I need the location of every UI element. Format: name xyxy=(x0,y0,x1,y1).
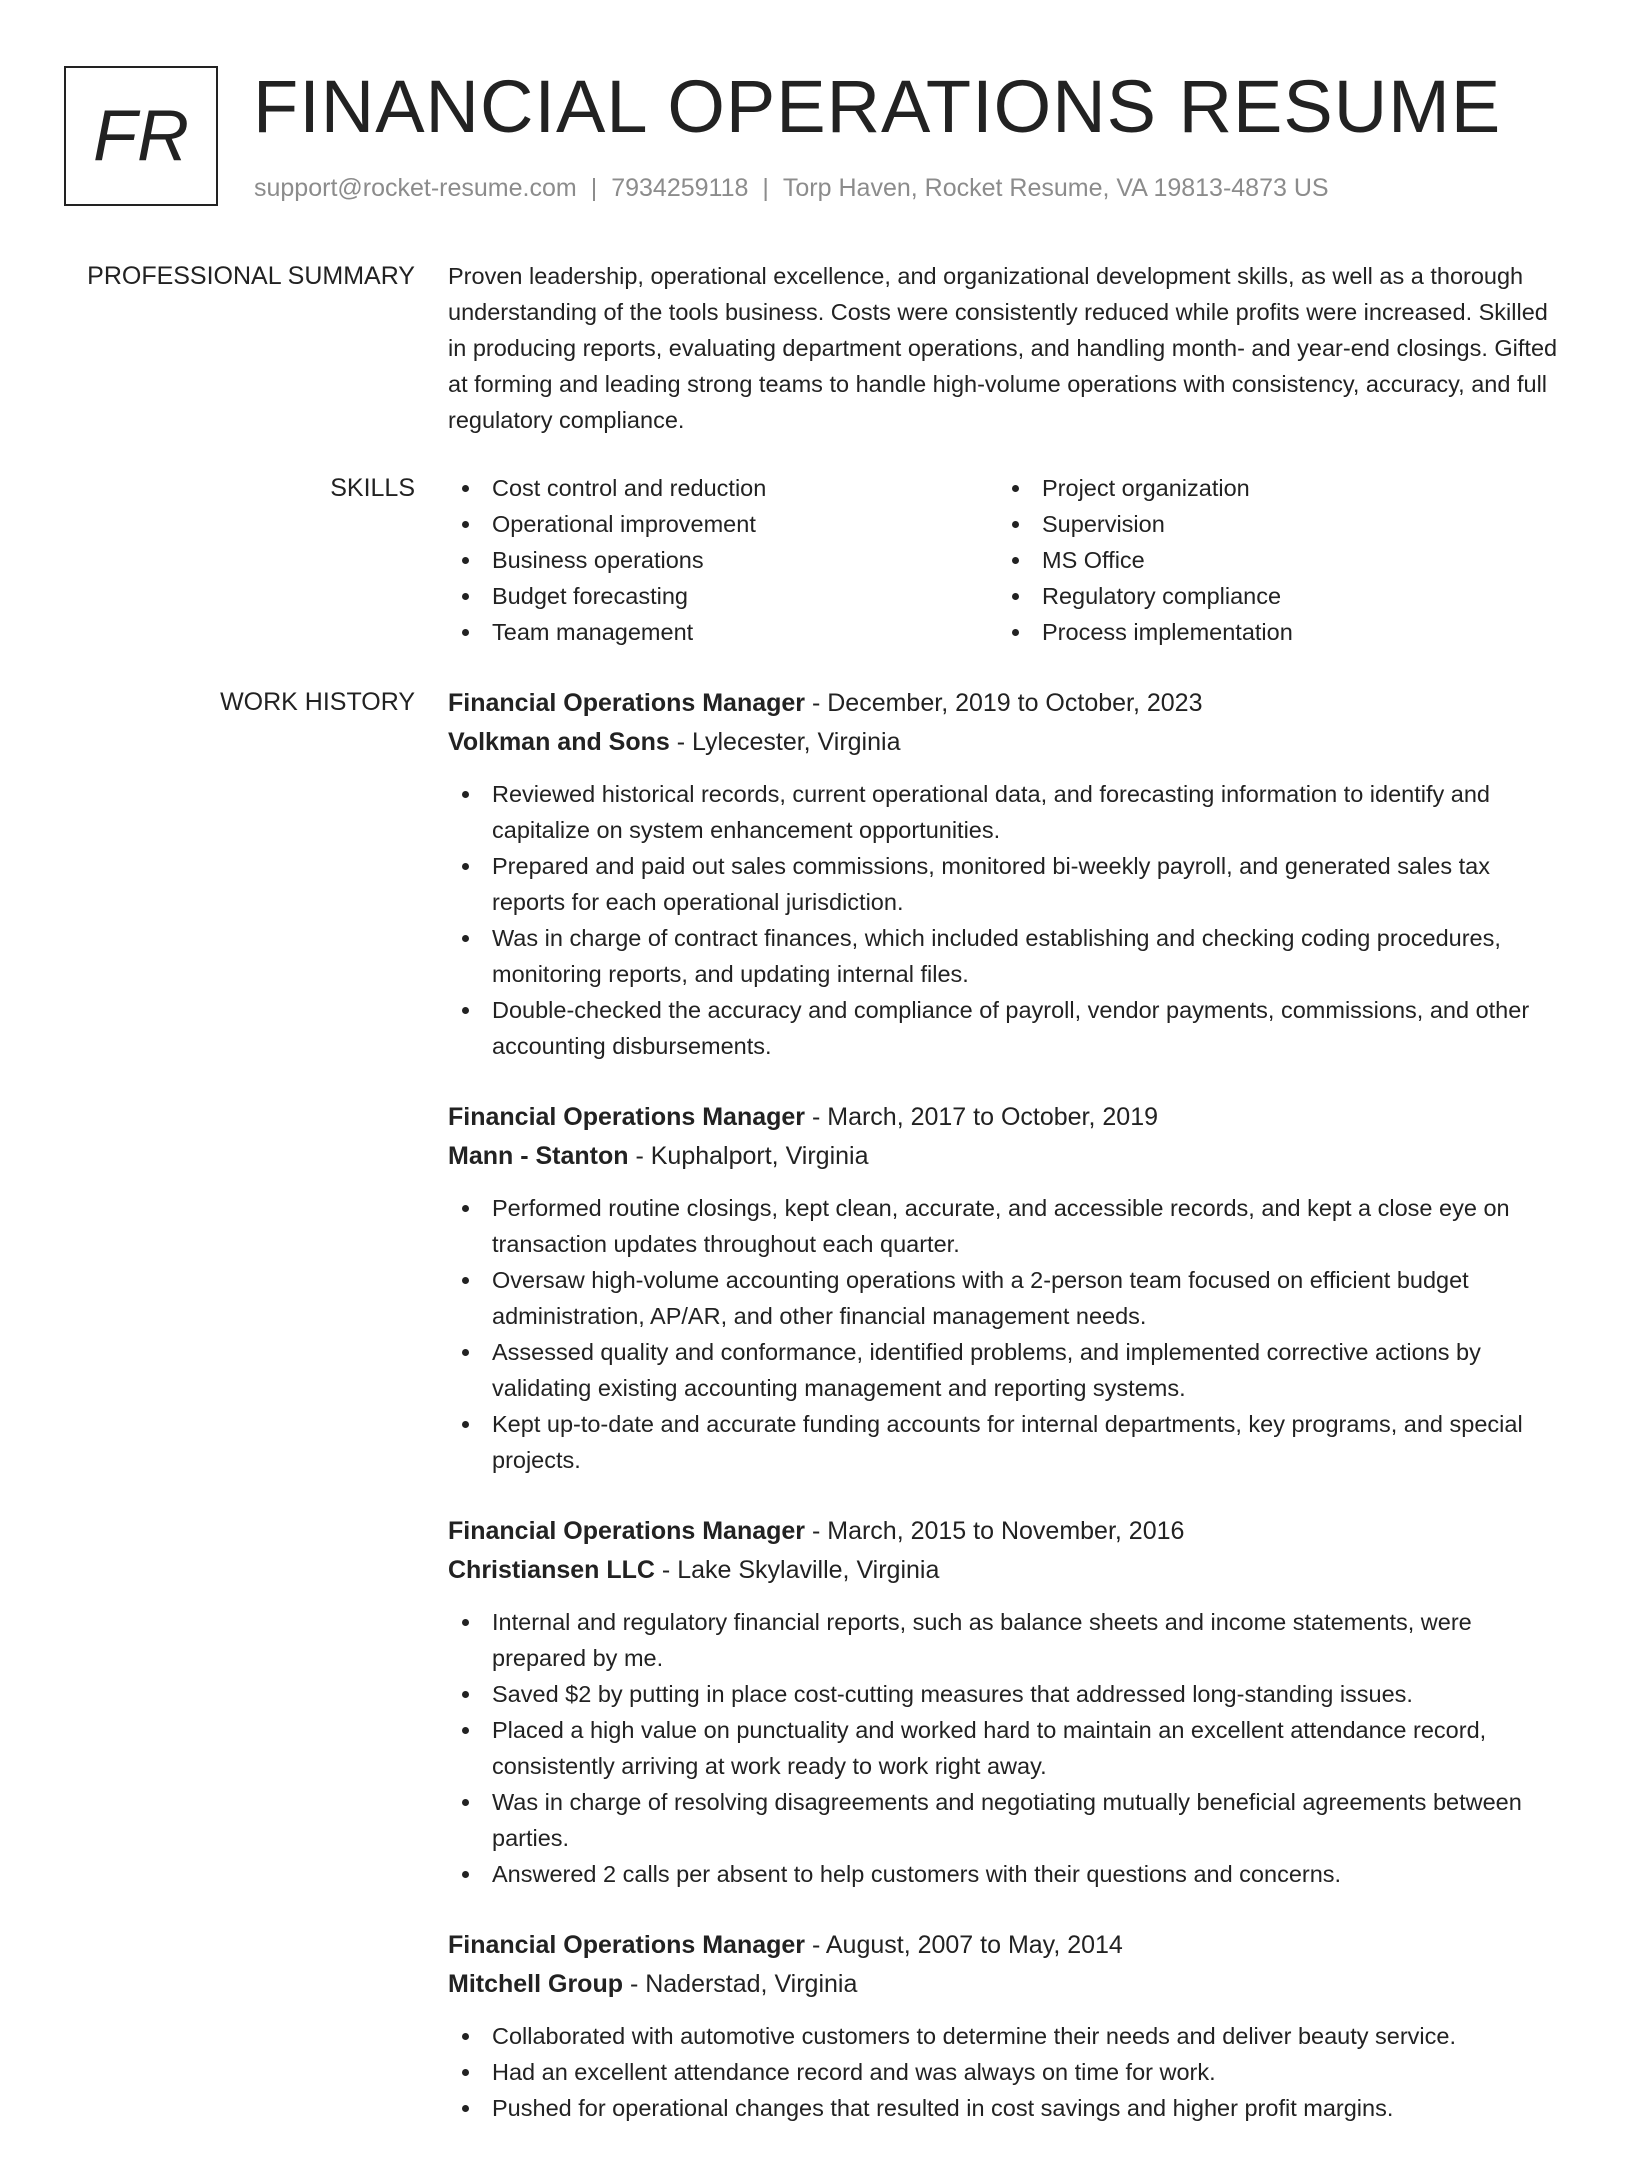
skills-list-left xyxy=(448,470,998,650)
job-bullet: Internal and regulatory financial reports, such as balance sheets and income statements, were prepared by me. xyxy=(448,1604,1566,1676)
job-title: Financial Operations Manager xyxy=(448,1517,806,1545)
job-bullets xyxy=(448,776,1566,1064)
resume-header xyxy=(64,66,1564,212)
job-entry xyxy=(448,1926,1566,2126)
skill-item: Business operations xyxy=(448,542,998,578)
job-title-line xyxy=(448,1098,1566,1137)
job-title: Financial Operations Manager xyxy=(448,1931,806,1959)
job-bullet: Double-checked the accuracy and compliance of payroll, vendor payments, commissions, and other accounting disbursements. xyxy=(448,992,1566,1064)
skill-item: Cost control and reduction xyxy=(448,470,998,506)
skill-item: Budget forecasting xyxy=(448,578,998,614)
job-dates: - March, 2015 to November, 2016 xyxy=(805,1517,1185,1545)
job-bullet: Oversaw high-volume accounting operations with a 2-person team focused on efficient budget administration, AP/AR, and other financial management needs. xyxy=(448,1262,1566,1334)
job-entry xyxy=(448,1512,1566,1892)
job-bullet: Reviewed historical records, current operational data, and forecasting information to identify and capitalize on system enhancement opportunities. xyxy=(448,776,1566,848)
job-company: Christiansen LLC xyxy=(448,1556,655,1584)
work-history-heading: WORK HISTORY xyxy=(220,688,415,716)
summary-body xyxy=(448,258,1566,438)
job-entry xyxy=(448,684,1566,1064)
job-bullet: Was in charge of contract finances, which included establishing and checking coding procedures, monitoring reports, and updating internal files. xyxy=(448,920,1566,992)
job-title-line xyxy=(448,684,1566,723)
job-company: Volkman and Sons xyxy=(448,728,670,756)
skills-heading: SKILLS xyxy=(330,474,415,502)
job-bullet: Kept up-to-date and accurate funding accounts for internal departments, key programs, and special projects. xyxy=(448,1406,1566,1478)
resume-title: FINANCIAL OPERATIONS RESUME xyxy=(253,65,1502,148)
job-dates: - August, 2007 to May, 2014 xyxy=(805,1931,1123,1959)
job-bullet: Was in charge of resolving disagreements and negotiating mutually beneficial agreements between parties. xyxy=(448,1784,1566,1856)
job-company: Mann - Stanton xyxy=(448,1142,629,1170)
job-bullet: Placed a high value on punctuality and worked hard to maintain an excellent attendance record, consistently arriving at work ready to work right away. xyxy=(448,1712,1566,1784)
job-company-line xyxy=(448,723,1566,762)
job-bullet: Prepared and paid out sales commissions, monitored bi-weekly payroll, and generated sales tax reports for each operational jurisdiction. xyxy=(448,848,1566,920)
job-entry xyxy=(448,1098,1566,1478)
contact-separator: | xyxy=(590,174,598,202)
job-bullet: Pushed for operational changes that resulted in cost savings and higher profit margins. xyxy=(448,2090,1566,2126)
job-title-line xyxy=(448,1512,1566,1551)
contact-email: support@rocket-resume.com xyxy=(254,174,577,202)
job-bullet: Performed routine closings, kept clean, accurate, and accessible records, and kept a close eye on transaction updates throughout each quarter. xyxy=(448,1190,1566,1262)
skill-item: MS Office xyxy=(998,542,1548,578)
skill-item: Process implementation xyxy=(998,614,1548,650)
job-bullets xyxy=(448,2018,1566,2126)
job-location: - Lylecester, Virginia xyxy=(669,728,901,756)
contact-line xyxy=(254,172,1329,204)
job-bullets xyxy=(448,1604,1566,1892)
work-history-list xyxy=(448,684,1566,2160)
job-title: Financial Operations Manager xyxy=(448,689,806,717)
job-bullet: Assessed quality and conformance, identified problems, and implemented corrective actions by validating existing accounting management and reporting systems. xyxy=(448,1334,1566,1406)
contact-separator: | xyxy=(762,174,769,202)
job-title-line xyxy=(448,1926,1566,1965)
job-location: - Naderstad, Virginia xyxy=(623,1970,858,1998)
job-bullet: Had an excellent attendance record and was always on time for work. xyxy=(448,2054,1566,2090)
job-location: - Lake Skylaville, Virginia xyxy=(654,1556,940,1584)
skill-item: Regulatory compliance xyxy=(998,578,1548,614)
summary-heading: PROFESSIONAL SUMMARY xyxy=(87,262,415,290)
job-company: Mitchell Group xyxy=(448,1970,623,1998)
skill-item: Project organization xyxy=(998,470,1548,506)
skills-columns xyxy=(448,470,1566,650)
summary-text: Proven leadership, operational excellence, and organizational development skills, as well as a thorough understanding of the tools business. Costs were consistently reduced while profits were increased. Skilled in producing reports, evaluating department operations, and handling month- and year-end closings. Gifted at forming and leading strong teams to handle high-volume operations with consistency, accuracy, and full regulatory compliance. xyxy=(448,263,1558,433)
job-bullet: Saved $2 by putting in place cost-cutting measures that addressed long-standing issues. xyxy=(448,1676,1566,1712)
monogram-logo: FR xyxy=(64,66,218,206)
job-bullet: Collaborated with automotive customers to determine their needs and deliver beauty service. xyxy=(448,2018,1566,2054)
job-company-line xyxy=(448,1551,1566,1590)
job-dates: - December, 2019 to October, 2023 xyxy=(805,689,1203,717)
skill-item: Supervision xyxy=(998,506,1548,542)
job-bullet: Answered 2 calls per absent to help customers with their questions and concerns. xyxy=(448,1856,1566,1892)
skill-item: Operational improvement xyxy=(448,506,998,542)
contact-address: Torp Haven, Rocket Resume, VA 19813-4873 US xyxy=(782,174,1329,202)
contact-phone: 7934259118 xyxy=(611,174,749,202)
job-company-line xyxy=(448,1965,1566,2004)
job-title: Financial Operations Manager xyxy=(448,1103,806,1131)
skill-item: Team management xyxy=(448,614,998,650)
job-company-line xyxy=(448,1137,1566,1176)
skills-list-right xyxy=(998,470,1548,650)
job-bullets xyxy=(448,1190,1566,1478)
job-location: - Kuphalport, Virginia xyxy=(628,1142,869,1170)
job-dates: - March, 2017 to October, 2019 xyxy=(805,1103,1159,1131)
